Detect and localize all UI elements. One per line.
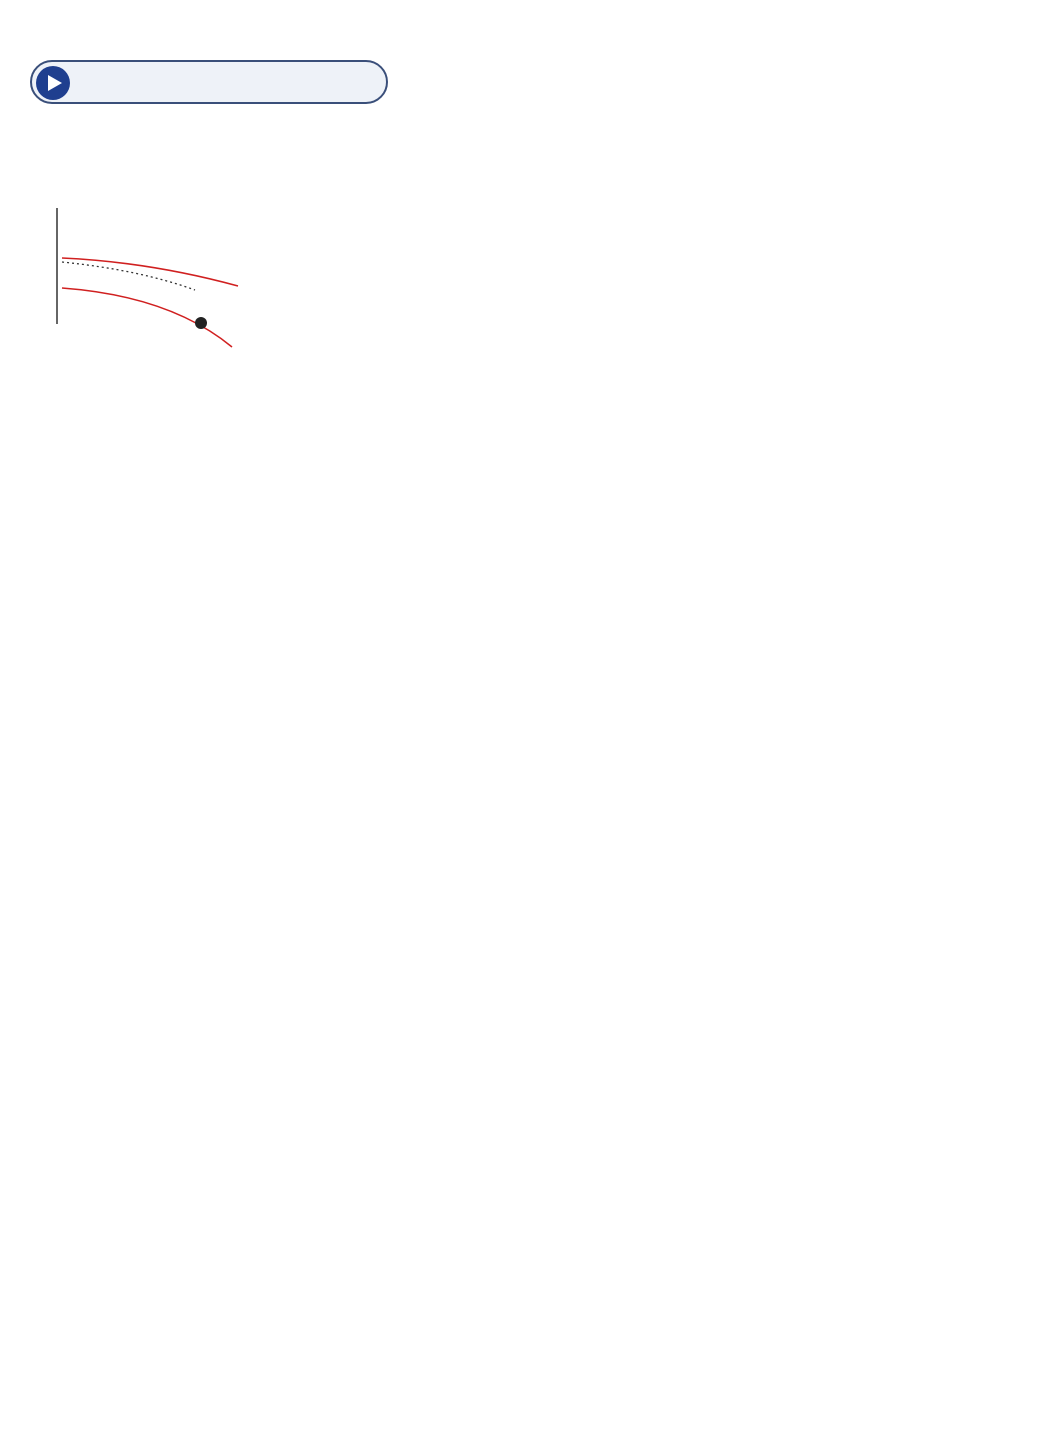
legend-box — [57, 208, 238, 347]
